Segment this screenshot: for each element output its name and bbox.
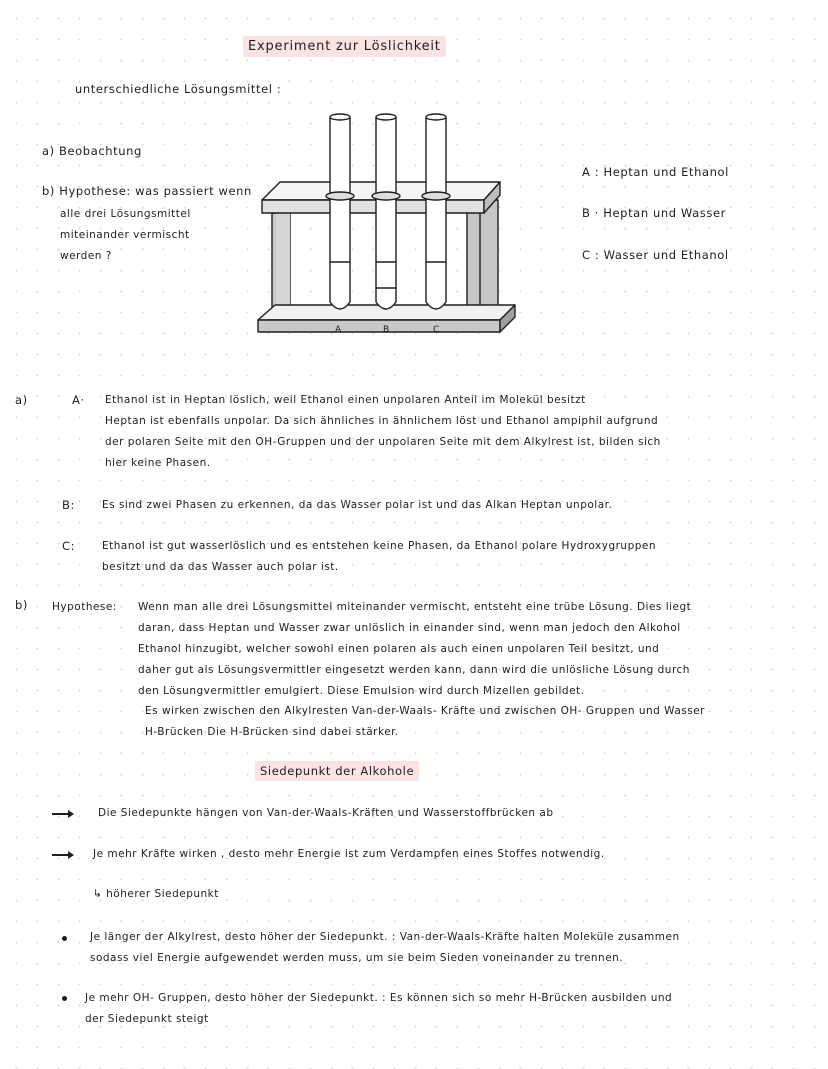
answer-b-line-1: Es sind zwei Phasen zu erkennen, da das Wasser polar ist und das Alkan Heptan unpolar.	[102, 499, 613, 511]
legend-c: C : Wasser und Ethanol	[582, 248, 729, 262]
legend-a: A : Heptan und Ethanol	[582, 165, 729, 179]
hypothesis-line-6: Es wirken zwischen den Alkylresten Van-der-Waals- Kräfte und zwischen OH- Gruppen und Wasser	[145, 705, 705, 717]
answer-c-label: C:	[62, 539, 76, 553]
answer-a-label: A·	[72, 393, 85, 407]
arrow-right-icon	[52, 813, 72, 815]
boiling-bullet-2-line-2: der Siedepunkt steigt	[85, 1013, 209, 1025]
task-b-line-1: b) Hypothese: was passiert wenn	[42, 184, 252, 198]
answer-a-line-2: Heptan ist ebenfalls unpolar. Da sich ähnliches in ähnlichem löst und Ethanol ampiphil aufgrund	[105, 415, 659, 427]
boiling-bullet-1-line-2: sodass viel Energie aufgewendet werden muss, um sie beim Sieden voneinander zu trennen.	[90, 952, 624, 964]
subtitle: unterschiedliche Lösungsmittel :	[75, 82, 282, 96]
answer-a-line-1: Ethanol ist in Heptan löslich, weil Ethanol einen unpolaren Anteil im Molekül besitzt	[105, 394, 586, 406]
boiling-arrow-1: Die Siedepunkte hängen von Van-der-Waals-Kräften und Wasserstoffbrücken ab	[98, 807, 554, 819]
tube-label-a: A	[335, 325, 342, 335]
bullet-icon	[62, 996, 67, 1001]
hypothesis-line-5: den Lösungvermittler emulgiert. Diese Emulsion wird durch Mizellen gebildet.	[138, 685, 585, 697]
boiling-bullet-2-line-1: Je mehr OH- Gruppen, desto höher der Siedepunkt. : Es können sich so mehr H-Brücken ausbilden und	[85, 992, 673, 1004]
bullet-icon	[62, 936, 67, 941]
hypothesis-line-2: daran, dass Heptan und Wasser zwar unlöslich in einander sind, wenn man jedoch den Alkohol	[138, 622, 681, 634]
hypothesis-label: Hypothese:	[52, 601, 117, 613]
task-b-line-3: miteinander vermischt	[60, 229, 190, 241]
section-b-marker: b)	[15, 598, 28, 612]
boiling-sub: ↳ höherer Siedepunkt	[93, 888, 219, 900]
tube-label-c: C	[433, 325, 440, 335]
hypothesis-line-1: Wenn man alle drei Lösungsmittel miteinander vermischt, entsteht eine trübe Lösung. Dies liegt	[138, 601, 692, 613]
answer-a-line-3: der polaren Seite mit den OH-Gruppen und der unpolaren Seite mit dem Alkylrest ist, bilden sich	[105, 436, 661, 448]
page-title: Experiment zur Löslichkeit	[243, 40, 446, 53]
answer-c-line-1: Ethanol ist gut wasserlöslich und es entstehen keine Phasen, da Ethanol polare Hydroxygruppen	[102, 540, 657, 552]
answer-c-line-2: besitzt und da das Wasser auch polar ist.	[102, 561, 339, 573]
boiling-bullet-1-line-1: Je länger der Alkylrest, desto höher der Siedepunkt. : Van-der-Waals-Kräfte halten Moleküle zusammen	[90, 931, 680, 943]
hypothesis-line-7: H-Brücken Die H-Brücken sind dabei stärker.	[145, 726, 399, 738]
legend-b: B · Heptan und Wasser	[582, 206, 726, 220]
section-a-marker: a)	[15, 393, 28, 407]
answer-b-label: B:	[62, 498, 75, 512]
task-b-line-2: alle drei Lösungsmittel	[60, 208, 191, 220]
answer-a-line-4: hier keine Phasen.	[105, 457, 211, 469]
boiling-heading: Siedepunkt der Alkohole	[255, 766, 419, 778]
hypothesis-line-4: daher gut als Lösungsvermittler eingesetzt werden kann, dann wird die unlösliche Lösung durch	[138, 664, 690, 676]
tube-label-b: B	[383, 325, 390, 335]
hypothesis-line-3: Ethanol hinzugibt, welcher sowohl einen polaren als auch einen unpolaren Teil besitzt, und	[138, 643, 660, 655]
task-b-line-4: werden ?	[60, 250, 112, 262]
boiling-arrow-2: Je mehr Kräfte wirken , desto mehr Energie ist zum Verdampfen eines Stoffes notwendig.	[93, 848, 605, 860]
task-a: a) Beobachtung	[42, 144, 142, 158]
arrow-right-icon	[52, 854, 72, 856]
